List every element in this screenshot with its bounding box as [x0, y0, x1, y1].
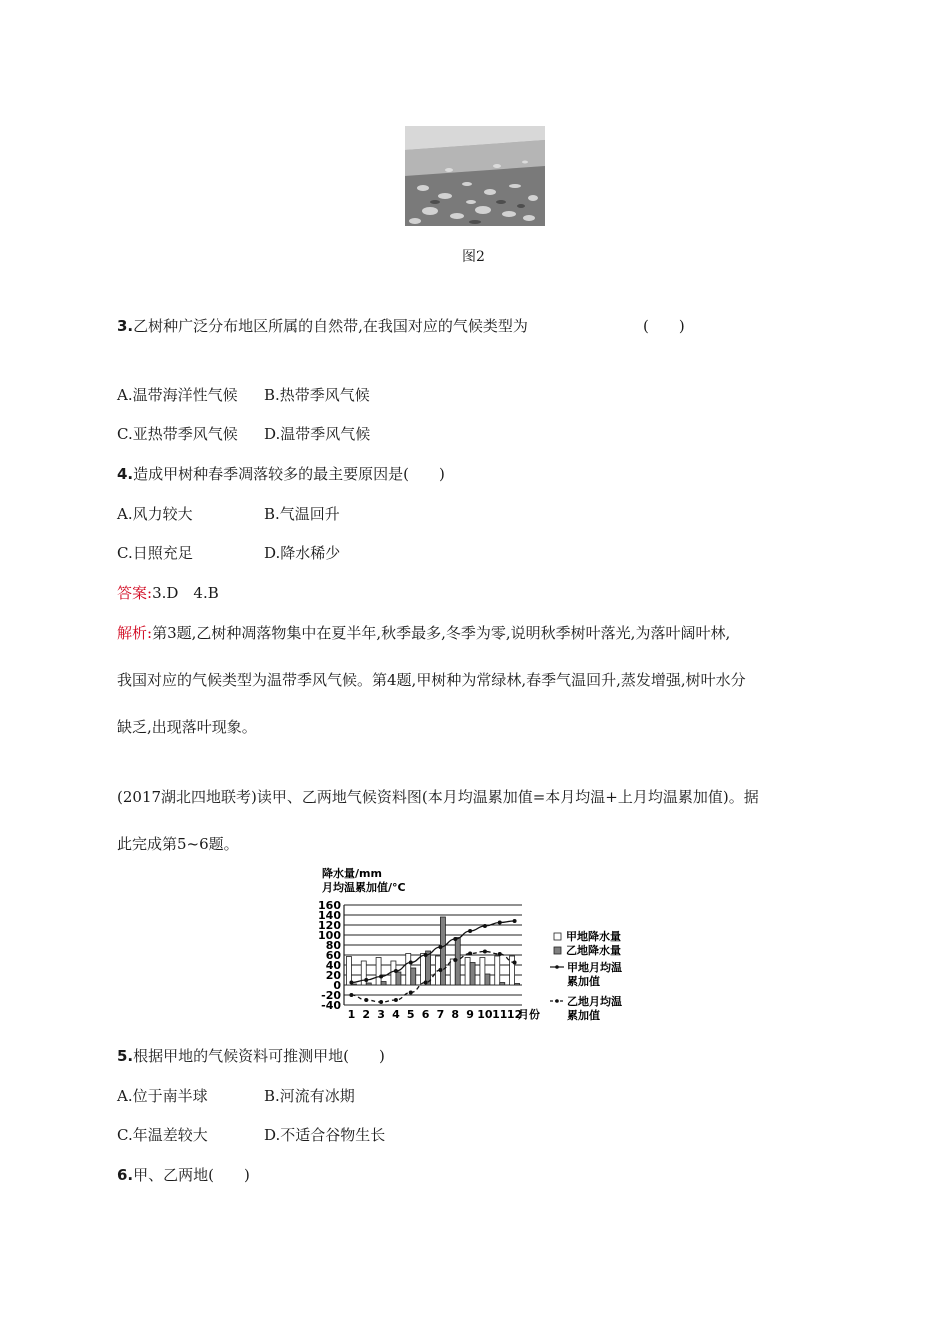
option-c: C.年温差较大 — [117, 1126, 208, 1144]
question-text: 根据甲地的气候资料可推测甲地( ) — [133, 1047, 385, 1065]
x-tick-label: 4 — [392, 1008, 400, 1021]
bar-yi-precip — [440, 917, 445, 985]
x-tick-label: 6 — [421, 1008, 430, 1021]
answer-line — [117, 582, 219, 603]
legend-label: 累加值 — [567, 975, 600, 988]
point-yi-temp — [498, 952, 502, 956]
point-jia-temp — [498, 921, 502, 925]
option-d: D.降水稀少 — [264, 544, 341, 562]
bar-yi-precip — [381, 982, 386, 986]
point-jia-temp — [364, 978, 368, 982]
x-tick-label: 5 — [406, 1008, 415, 1021]
bar-yi-precip — [500, 983, 505, 986]
point-jia-temp — [379, 975, 383, 979]
bar-jia-precip — [510, 956, 515, 985]
legend-swatch — [554, 947, 561, 954]
legend-label: 乙地降水量 — [566, 944, 621, 957]
y-tick-label: 100 — [318, 929, 341, 942]
y-tick-label: 60 — [325, 949, 341, 962]
question-6 — [117, 1164, 250, 1185]
question-number: 5. — [117, 1047, 134, 1065]
y-tick-label: 140 — [318, 909, 341, 922]
analysis-label: 解析: — [117, 624, 153, 642]
point-yi-temp — [349, 993, 353, 997]
chart-ylabel-2: 月均温累加值/°C — [322, 881, 406, 894]
legend-label: 累加值 — [567, 1009, 600, 1022]
option-b: B.河流有冰期 — [264, 1087, 355, 1105]
option-c: C.日照充足 — [117, 544, 193, 562]
x-tick-label: 2 — [362, 1008, 371, 1021]
point-yi-temp — [483, 950, 487, 954]
intro-line-2: 此完成第5~6题。 — [117, 835, 239, 853]
option-a: A.位于南半球 — [117, 1087, 208, 1105]
x-tick-label: 7 — [436, 1008, 445, 1021]
legend-swatch — [554, 933, 561, 940]
intro-line-1: (2017湖北四地联考)读甲、乙两地气候资料图(本月均温累加值=本月均温+上月均温累加值)。据 — [117, 788, 759, 806]
bar-yi-precip — [515, 984, 520, 986]
bar-jia-precip — [495, 956, 500, 985]
question-5 — [117, 1045, 385, 1066]
question-number: 3. — [117, 317, 134, 335]
y-tick-label: -40 — [321, 999, 341, 1012]
bar-yi-precip — [396, 972, 401, 985]
y-tick-label: 40 — [325, 959, 341, 972]
question-number: 4. — [117, 465, 134, 483]
point-jia-temp — [438, 945, 442, 949]
analysis-line-1 — [117, 622, 730, 643]
bar-yi-precip — [366, 983, 371, 985]
question-text: 甲、乙两地( ) — [133, 1166, 250, 1184]
x-tick-label: 3 — [377, 1008, 385, 1021]
answer-text: 3.D 4.B — [152, 584, 219, 602]
x-tick-label: 9 — [466, 1008, 474, 1021]
question-text: 造成甲树种春季凋落较多的最主要原因是( ) — [133, 465, 445, 483]
point-yi-temp — [453, 958, 457, 962]
x-tick-label: 1 — [347, 1008, 356, 1021]
legend-marker — [555, 965, 559, 969]
point-jia-temp — [409, 961, 413, 965]
option-d: D.不适合谷物生长 — [264, 1126, 386, 1144]
x-tick-label: 11 — [492, 1008, 508, 1021]
y-tick-label: 20 — [325, 969, 341, 982]
figure-caption: 图2 — [462, 249, 485, 265]
y-tick-label: -20 — [321, 989, 341, 1002]
climate-chart — [300, 865, 650, 1030]
bar-jia-precip — [465, 958, 470, 986]
bar-jia-precip — [391, 961, 396, 985]
point-yi-temp — [409, 991, 413, 995]
bar-jia-precip — [450, 959, 455, 985]
option-a: A.温带海洋性气候 — [117, 386, 238, 404]
answer-paren: ( ) — [643, 317, 685, 335]
chart-xlabel: 月份 — [518, 1008, 540, 1021]
point-jia-temp — [394, 969, 398, 973]
bar-jia-precip — [421, 954, 426, 986]
point-jia-temp — [453, 937, 457, 941]
point-jia-temp — [513, 919, 517, 923]
point-yi-temp — [438, 968, 442, 972]
point-jia-temp — [468, 929, 472, 933]
answer-label: 答案: — [117, 584, 153, 602]
point-yi-temp — [468, 952, 472, 956]
analysis-line-3: 缺乏,出现落叶现象。 — [117, 718, 257, 736]
analysis-line-2: 我国对应的气候类型为温带季风气候。第4题,甲树种为常绿林,春季气温回升,蒸发增强,树叶水分 — [117, 671, 746, 689]
legend-label: 乙地月均温 — [567, 995, 622, 1008]
option-b: B.气温回升 — [264, 505, 340, 523]
bar-jia-precip — [376, 958, 381, 986]
analysis-text: 第3题,乙树种凋落物集中在夏半年,秋季最多,冬季为零,说明秋季树叶落光,为落叶阔叶林, — [152, 624, 731, 642]
point-yi-temp — [424, 981, 428, 985]
point-jia-temp — [483, 924, 487, 928]
y-tick-label: 160 — [318, 899, 341, 912]
option-a: A.风力较大 — [117, 505, 193, 523]
x-tick-label: 8 — [451, 1008, 460, 1021]
x-tick-label: 12 — [506, 1008, 523, 1021]
bar-jia-precip — [480, 958, 485, 986]
question-3 — [117, 315, 528, 336]
point-jia-temp — [424, 953, 428, 957]
question-4 — [117, 463, 445, 484]
option-b: B.热带季风气候 — [264, 386, 370, 404]
point-yi-temp — [513, 961, 517, 965]
point-yi-temp — [364, 998, 368, 1002]
fallen-leaves-illustration — [405, 126, 545, 226]
fallen-leaves-photo — [405, 126, 545, 226]
legend-label: 甲地月均温 — [567, 961, 622, 974]
question-text: 乙树种广泛分布地区所属的自然带,在我国对应的气候类型为 — [133, 317, 528, 335]
legend-label: 甲地降水量 — [566, 930, 621, 943]
question-number: 6. — [117, 1166, 134, 1184]
option-d: D.温带季风气候 — [264, 425, 371, 443]
bar-yi-precip — [485, 974, 490, 985]
point-yi-temp — [379, 1000, 383, 1004]
bar-jia-precip — [406, 954, 411, 986]
x-tick-label: 10 — [477, 1008, 493, 1021]
y-tick-label: 80 — [325, 939, 341, 952]
point-jia-temp — [349, 981, 353, 985]
bar-yi-precip — [470, 963, 475, 986]
legend-marker — [555, 999, 559, 1003]
y-tick-label: 0 — [333, 979, 341, 992]
option-c: C.亚热带季风气候 — [117, 425, 238, 443]
y-tick-label: 120 — [318, 919, 341, 932]
point-yi-temp — [394, 998, 398, 1002]
chart-ylabel-1: 降水量/mm — [322, 867, 382, 880]
bar-yi-precip — [411, 968, 416, 985]
